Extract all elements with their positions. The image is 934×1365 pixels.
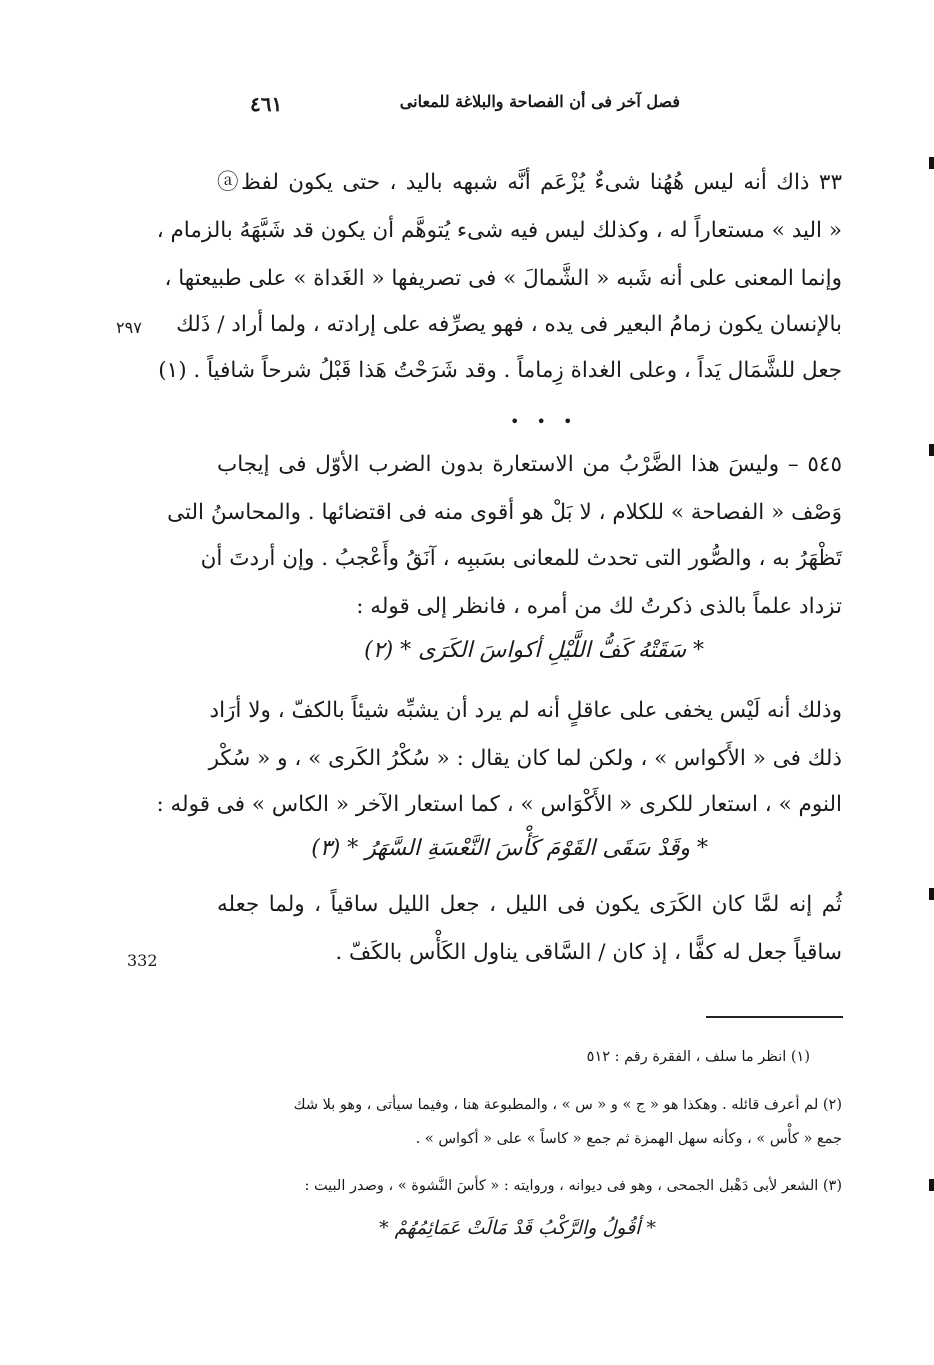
page-header: [250, 92, 680, 132]
edge-mark: [929, 157, 934, 169]
footnote-3-line-1: (٣) الشعر لأبى دَهْبل الجمحى ، وهو فى ديوانه ، وروايته : « كأسَ النَّشوة » ، وصدر البيت :: [304, 1178, 842, 1194]
body-line: ⓐ٣٣ ذاك أنه ليس هُهُنا شىءٌ يُزْعَم أنَّه شبهه باليد ، حتى يكون لفظ: [217, 170, 842, 195]
body-line: ٥٤٥ – وليسَ هذا الضَّرْبُ من الاستعارة بدون الضرب الأوّل فى إيجاب: [217, 452, 842, 477]
verse-quote: * وقَدْ سَقَى القَوْمَ كَأْسَ النَّعْسَةِ السَّهَرُ * (٣): [311, 836, 708, 861]
body-line: بالإنسان يكون زمامُ البعير فى يده ، فهو يصرِّفه على إرادته ، ولما أراد / ذَلك: [176, 312, 842, 337]
body-line: وَصْف « الفصاحة » للكلام ، لا بَلْ هو أقوى منه فى اقتضائها . والمحاسنُ التى: [167, 500, 842, 525]
edge-mark: [929, 888, 934, 900]
body-line: ثُم إنه لمَّا كان الكَرَى يكون فى الليل ، جعل الليل ساقياً ، ولما جعله: [217, 892, 842, 917]
footnote-rule: [706, 1016, 843, 1018]
footnote-3-verse: * أقُولُ والرَّكْبُ قَدْ مَالَتْ عَمَائِمُهُمْ *: [379, 1217, 656, 1239]
edge-mark: [929, 1179, 934, 1191]
verse-quote: * سَقَتْهُ كَفُّ اللَّيْلِ أكواسَ الكَرَى * (٢): [364, 638, 704, 663]
body-line: تزداد علماً بالذى ذكرتُ لك من أمره ، فانظر إلى قوله :: [356, 594, 842, 619]
section-separator: • • •: [510, 412, 579, 431]
body-line: ساقياً جعل له كفًّا ، إذ كان / السَّاقى يناول الكَأْس بالكَفّ .: [335, 940, 842, 965]
body-line: جعل للشَّمَال يَداً ، وعلى الغداة زِماماً . وقد شَرَحْتُ هَذا قَبْلُ شرحاً شافياً . (١): [158, 358, 842, 383]
page-number: ٤٦١: [250, 92, 283, 116]
footnote-1: (١) انظر ما سلف ، الفقرة رقم : ٥١٢: [586, 1049, 810, 1065]
body-line: وإنما المعنى على أنه شَبه « الشَّمالَ » فى تصريفها « الغَداة » على طبيعتها ،: [164, 266, 842, 291]
body-line: تَظْهَرُ به ، والصُّور التى تحدث للمعانى بسَببِه ، آنَقُ وأَعْجبُ . وإن أردتَ أن: [200, 546, 842, 571]
body-line: ذلك فى « الأَكواس » ، ولكن لما كان يقال : « سُكْرُ الكَرى » ، و « سُكْر: [208, 746, 842, 771]
margin-note-left-bottom: 332: [127, 951, 158, 970]
margin-note-left-top: ٢٩٧: [116, 318, 142, 337]
footnote-2-line-2: جمع « كأْس » ، وكأنه سهل الهمزة ثم جمع « كاساً » على « أكواس » .: [415, 1131, 842, 1147]
running-title: فصل آخر فى أن الفصاحة والبلاغة للمعانى: [399, 92, 680, 111]
body-line: « اليد » مستعاراً له ، وكذلك ليس فيه شىء يُتوهَّم أن يكون قد شَبَّهَهُ بالزمام ،: [156, 218, 842, 243]
body-line: وذلك أنه لَيْس يخفى على عاقلٍ أنه لم يرد أن يشبِّه شيئاً بالكفّ ، ولا أرَاد: [209, 698, 842, 723]
body-line: النوم » ، استعار للكرى « الأَكْوَاس » ، كما استعار الآخر « الكاس » فى قوله :: [156, 792, 842, 817]
edge-mark: [929, 444, 934, 456]
footnote-2-line-1: (٢) لم أعرف قائله . وهكذا هو « ج » و « س » ، والمطبوعة هنا ، وفيما سيأتى ، وهو بلا شك: [293, 1097, 842, 1113]
